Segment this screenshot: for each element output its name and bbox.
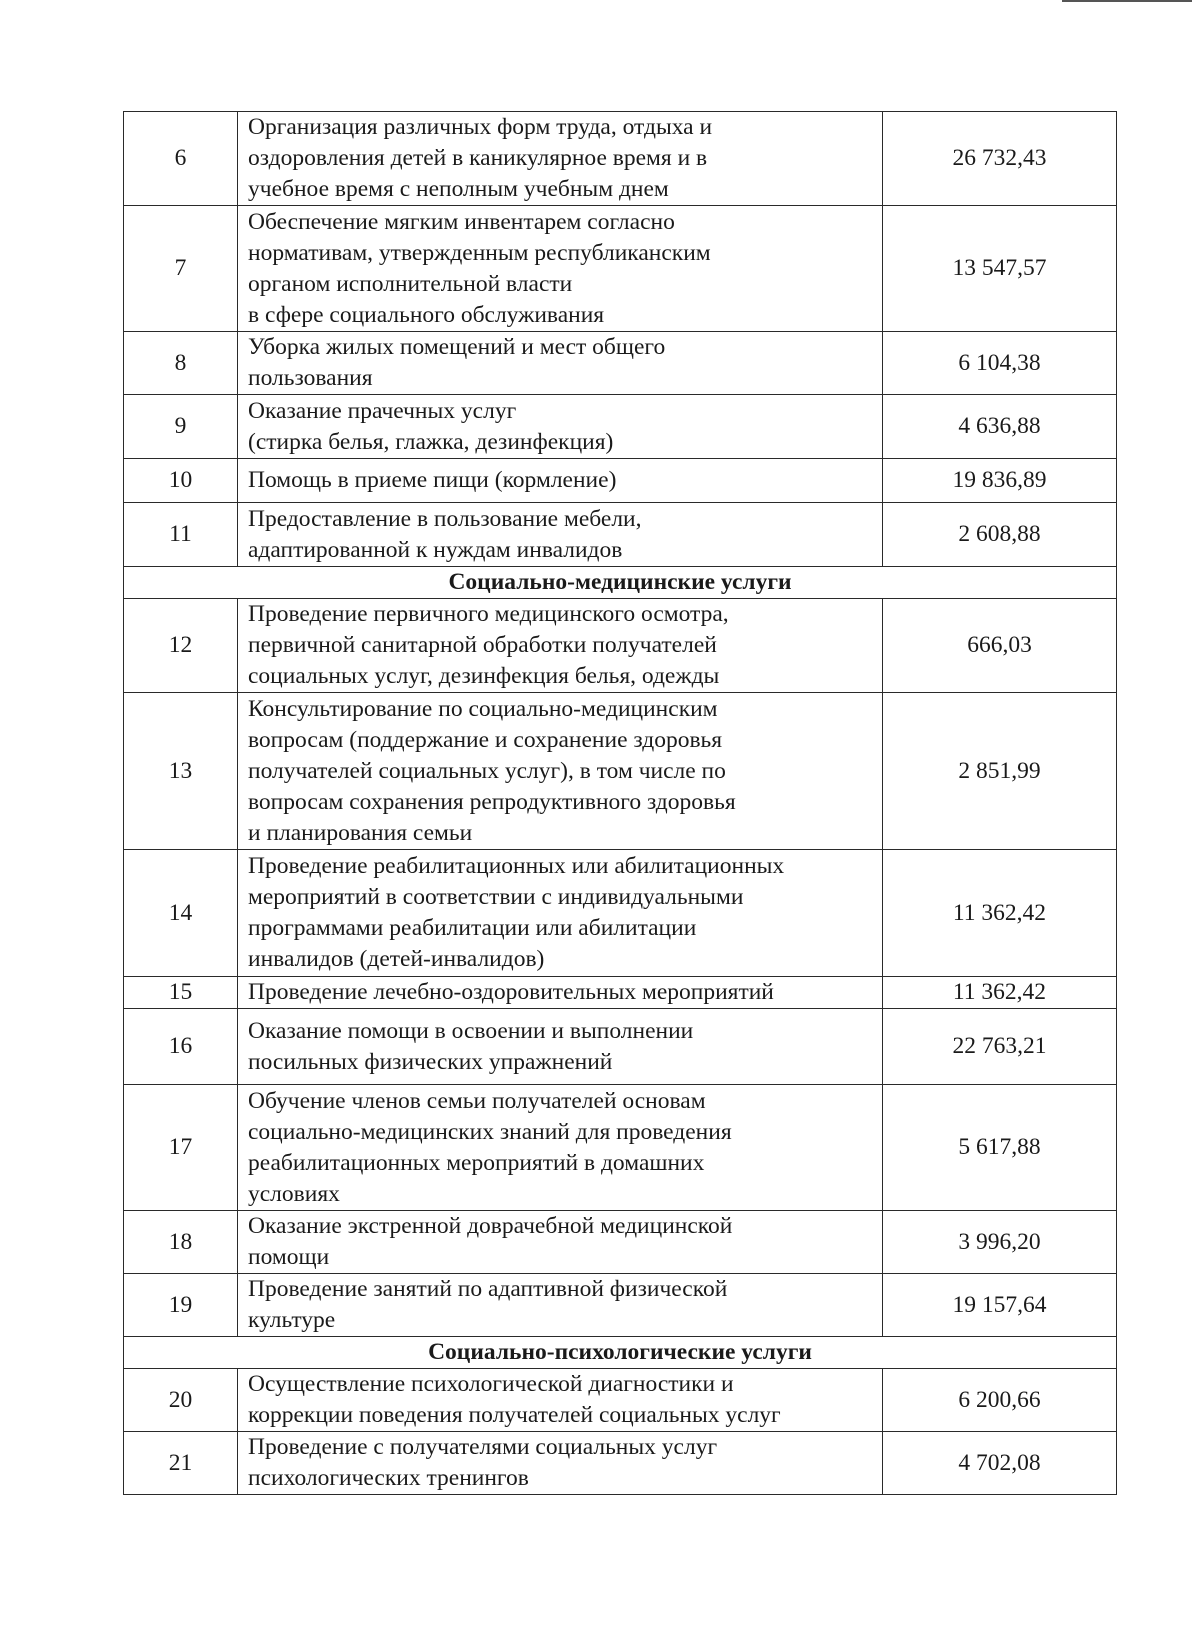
row-number: 16	[124, 1009, 238, 1085]
service-cost: 22 763,21	[883, 1009, 1117, 1085]
table-row	[124, 206, 1117, 332]
table-row	[124, 1369, 1117, 1432]
service-name: Проведение лечебно-оздоровительных мероприятий	[238, 977, 883, 1009]
service-name: Консультирование по социально-медицинским вопросам (поддержание и сохранение здоровья получателей социальных услуг), в том числе по вопросам сохранения репродуктивного здоровья и планирования семьи	[238, 693, 883, 850]
row-number: 9	[124, 395, 238, 459]
row-number: 8	[124, 332, 238, 395]
row-number: 14	[124, 850, 238, 977]
table-row	[124, 395, 1117, 459]
table-row	[124, 1009, 1117, 1085]
service-name: Оказание экстренной доврачебной медицинской помощи	[238, 1211, 883, 1274]
service-name: Уборка жилых помещений и мест общего пользования	[238, 332, 883, 395]
service-name: Проведение с получателями социальных услуг психологических тренингов	[238, 1432, 883, 1495]
row-number: 20	[124, 1369, 238, 1432]
section-title: Социально-медицинские услуги	[124, 567, 1117, 599]
row-number: 7	[124, 206, 238, 332]
service-name: Осуществление психологической диагностики и коррекции поведения получателей социальных услуг	[238, 1369, 883, 1432]
table-row	[124, 977, 1117, 1009]
row-number: 10	[124, 459, 238, 503]
table-row	[124, 1274, 1117, 1337]
table-row	[124, 503, 1117, 567]
service-cost: 4 636,88	[883, 395, 1117, 459]
scan-edge-mark	[1062, 0, 1192, 2]
service-name: Оказание прачечных услуг (стирка белья, глажка, дезинфекция)	[238, 395, 883, 459]
row-number: 6	[124, 112, 238, 206]
table-row	[124, 1085, 1117, 1211]
service-name: Помощь в приеме пищи (кормление)	[238, 459, 883, 503]
row-number: 11	[124, 503, 238, 567]
service-name: Проведение первичного медицинского осмотра, первичной санитарной обработки получателей социальных услуг, дезинфекция белья, одежды	[238, 599, 883, 693]
table-row	[124, 332, 1117, 395]
table-row	[124, 112, 1117, 206]
service-cost: 6 104,38	[883, 332, 1117, 395]
service-cost: 666,03	[883, 599, 1117, 693]
row-number: 12	[124, 599, 238, 693]
table-row	[124, 459, 1117, 503]
service-cost: 6 200,66	[883, 1369, 1117, 1432]
table-row	[124, 693, 1117, 850]
service-name: Обеспечение мягким инвентарем согласно нормативам, утвержденным республиканским органом исполнительной власти в сфере социального обслуживания	[238, 206, 883, 332]
row-number: 13	[124, 693, 238, 850]
section-header-row	[124, 1337, 1117, 1369]
service-cost: 19 157,64	[883, 1274, 1117, 1337]
service-cost: 4 702,08	[883, 1432, 1117, 1495]
row-number: 21	[124, 1432, 238, 1495]
section-title: Социально-психологические услуги	[124, 1337, 1117, 1369]
service-name: Проведение реабилитационных или абилитационных мероприятий в соответствии с индивидуальными программами реабилитации или абилитации инвалидов (детей-инвалидов)	[238, 850, 883, 977]
service-cost: 19 836,89	[883, 459, 1117, 503]
row-number: 15	[124, 977, 238, 1009]
row-number: 17	[124, 1085, 238, 1211]
service-cost: 26 732,43	[883, 112, 1117, 206]
service-name: Проведение занятий по адаптивной физической культуре	[238, 1274, 883, 1337]
service-cost: 11 362,42	[883, 977, 1117, 1009]
service-cost: 13 547,57	[883, 206, 1117, 332]
table-row	[124, 1211, 1117, 1274]
service-name: Оказание помощи в освоении и выполнении посильных физических упражнений	[238, 1009, 883, 1085]
table-row	[124, 599, 1117, 693]
services-price-table	[123, 111, 1117, 1495]
service-cost: 3 996,20	[883, 1211, 1117, 1274]
row-number: 18	[124, 1211, 238, 1274]
table-row	[124, 1432, 1117, 1495]
service-cost: 2 608,88	[883, 503, 1117, 567]
service-cost: 2 851,99	[883, 693, 1117, 850]
service-name: Организация различных форм труда, отдыха и оздоровления детей в каникулярное время и в учебное время с неполным учебным днем	[238, 112, 883, 206]
table-row	[124, 850, 1117, 977]
row-number: 19	[124, 1274, 238, 1337]
service-name: Обучение членов семьи получателей основам социально-медицинских знаний для проведения реабилитационных мероприятий в домашних условиях	[238, 1085, 883, 1211]
section-header-row	[124, 567, 1117, 599]
service-cost: 5 617,88	[883, 1085, 1117, 1211]
service-name: Предоставление в пользование мебели, адаптированной к нуждам инвалидов	[238, 503, 883, 567]
service-cost: 11 362,42	[883, 850, 1117, 977]
